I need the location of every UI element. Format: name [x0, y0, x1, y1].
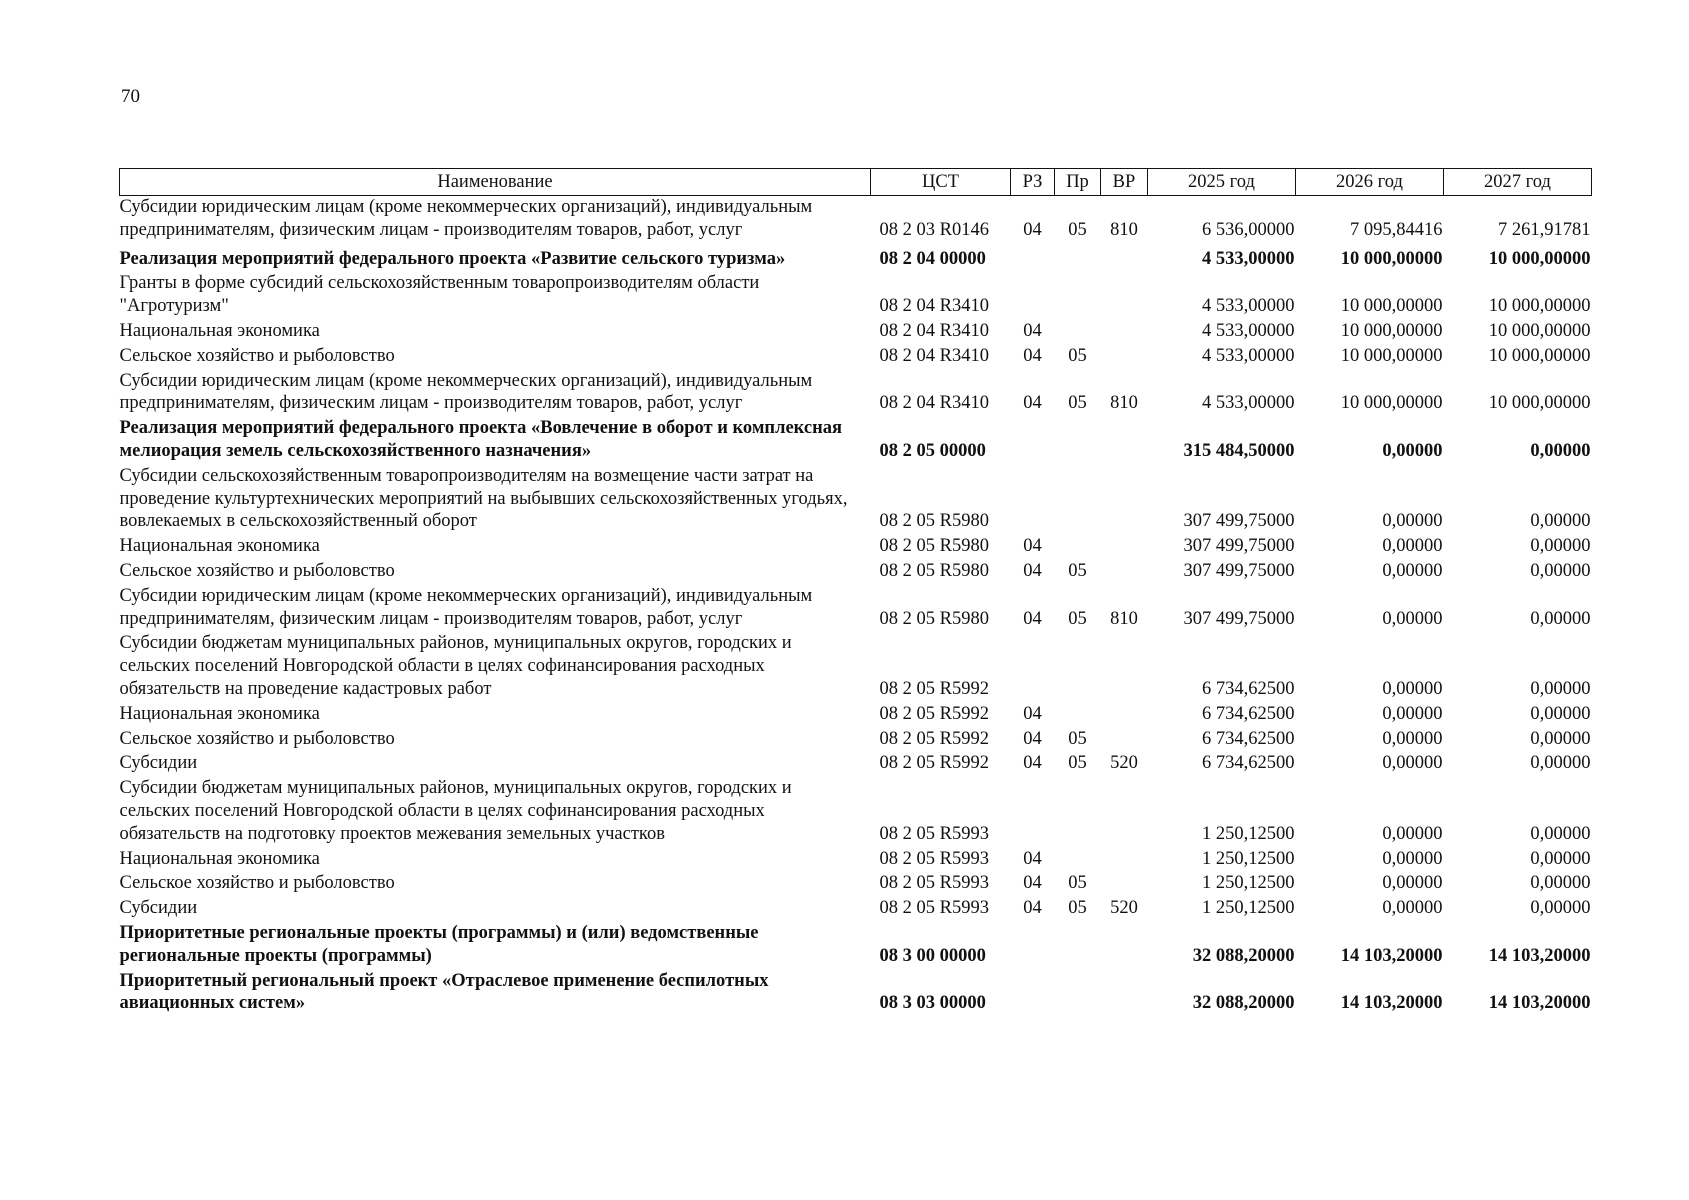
table-row: [120, 417, 1592, 465]
row-amount-2026: 0,00000: [1382, 608, 1443, 629]
row-amount-2026: 0,00000: [1382, 753, 1443, 774]
row-amount-2026: 0,00000: [1382, 511, 1443, 532]
row-vr: [1101, 244, 1148, 273]
row-amount-2026: 10 000,00000: [1340, 296, 1443, 317]
row-amount-2025: 1 250,12500: [1202, 898, 1295, 919]
row-amount-2027: 0,00000: [1530, 511, 1591, 532]
row-amount-2026: 10 000,00000: [1340, 248, 1443, 269]
row-amount-2027: 10 000,00000: [1488, 248, 1591, 269]
row-amount-2026: 0,00000: [1382, 898, 1443, 919]
row-vr: 810: [1110, 219, 1138, 240]
row-pr: [1055, 535, 1101, 560]
row-rz: 04: [1023, 753, 1042, 774]
row-vr: [1101, 922, 1148, 970]
row-pr: [1055, 465, 1101, 535]
row-amount-2025: 307 499,75000: [1183, 608, 1295, 629]
row-pr: 05: [1068, 898, 1087, 919]
row-rz: 04: [1023, 703, 1042, 724]
row-cst: 08 2 05 R5992: [879, 678, 989, 699]
row-cst: 08 2 04 R3410: [879, 320, 989, 341]
table-row: [120, 632, 1592, 702]
table-row: [120, 345, 1592, 370]
row-name: Субсидии: [119, 753, 198, 774]
row-amount-2026: 0,00000: [1382, 560, 1443, 581]
row-amount-2026: 0,00000: [1382, 678, 1443, 699]
row-rz: [1011, 970, 1055, 1018]
table-row: [120, 897, 1592, 922]
row-amount-2025: 4 533,00000: [1202, 248, 1295, 269]
row-amount-2025: 1 250,12500: [1202, 873, 1295, 894]
row-vr: 810: [1110, 608, 1138, 629]
header-name: Наименование: [120, 169, 871, 196]
row-amount-2026: 10 000,00000: [1340, 345, 1443, 366]
header-2027: 2027 год: [1444, 169, 1592, 196]
row-cst: 08 3 03 00000: [879, 993, 986, 1014]
row-amount-2027: 10 000,00000: [1488, 393, 1591, 414]
table-row: [120, 585, 1592, 633]
row-amount-2027: 0,00000: [1530, 440, 1591, 461]
row-amount-2026: 0,00000: [1382, 848, 1443, 869]
row-pr: [1055, 417, 1101, 465]
row-amount-2025: 4 533,00000: [1202, 320, 1295, 341]
row-vr: [1101, 320, 1148, 345]
row-vr: 520: [1110, 753, 1138, 774]
row-name: Субсидии бюджетам муниципальных районов, муниципальных округов, городских и сельских поселений Новгородской области в целях софинансирования расходных обязательств на проведение кадастровых работ: [119, 633, 792, 699]
row-amount-2027: 0,00000: [1530, 703, 1591, 724]
row-cst: 08 2 04 R3410: [879, 296, 989, 317]
row-amount-2025: 32 088,20000: [1192, 945, 1295, 966]
row-vr: [1101, 777, 1148, 847]
table-row: [120, 370, 1592, 418]
row-name: Реализация мероприятий федерального проекта «Вовлечение в оборот и комплексная мелиорация земель сельскохозяйственного назначения»: [119, 418, 842, 461]
row-amount-2025: 32 088,20000: [1192, 993, 1295, 1014]
row-vr: [1101, 872, 1148, 897]
row-cst: 08 2 05 R5993: [879, 898, 989, 919]
row-cst: 08 2 05 R5993: [879, 823, 989, 844]
row-name: Национальная экономика: [119, 703, 320, 724]
row-name: Субсидии юридическим лицам (кроме некоммерческих организаций), индивидуальным предпринимателям, физическим лицам - производителям товаров, работ, услуг: [119, 197, 813, 240]
row-rz: 04: [1023, 345, 1042, 366]
table-row: [120, 272, 1592, 320]
budget-table: [119, 168, 1592, 1017]
row-amount-2027: 0,00000: [1530, 560, 1591, 581]
table-row: [120, 872, 1592, 897]
row-name: Приоритетный региональный проект «Отраслевое применение беспилотных авиационных систем»: [119, 970, 769, 1014]
row-amount-2027: 0,00000: [1530, 678, 1591, 699]
row-pr: 05: [1068, 393, 1087, 414]
row-vr: 810: [1110, 393, 1138, 414]
row-name: Субсидии бюджетам муниципальных районов, муниципальных округов, городских и сельских поселений Новгородской области в целях софинансирования расходных обязательств на подготовку проектов межевания земельных участков: [119, 778, 792, 844]
table-row: [120, 196, 1592, 244]
row-amount-2026: 0,00000: [1382, 440, 1443, 461]
row-rz: 04: [1023, 848, 1042, 869]
header-2026: 2026 год: [1296, 169, 1444, 196]
row-pr: [1055, 703, 1101, 728]
row-cst: 08 2 05 R5993: [879, 873, 989, 894]
row-cst: 08 2 04 R3410: [879, 345, 989, 366]
row-vr: [1101, 560, 1148, 585]
row-vr: [1101, 535, 1148, 560]
row-rz: [1011, 465, 1055, 535]
row-cst: 08 2 05 R5992: [879, 728, 989, 749]
table-row: [120, 320, 1592, 345]
table-body: [120, 196, 1592, 1018]
row-amount-2027: 0,00000: [1530, 898, 1591, 919]
row-amount-2026: 10 000,00000: [1340, 393, 1443, 414]
row-pr: 05: [1068, 560, 1087, 581]
row-name: Сельское хозяйство и рыболовство: [119, 873, 395, 894]
row-vr: [1101, 728, 1148, 753]
row-rz: [1011, 922, 1055, 970]
table-row: [120, 465, 1592, 535]
row-vr: [1101, 632, 1148, 702]
header-vr: ВР: [1101, 169, 1148, 196]
row-pr: 05: [1068, 345, 1087, 366]
row-amount-2025: 315 484,50000: [1183, 440, 1295, 461]
row-cst: 08 2 05 R5993: [879, 848, 989, 869]
row-pr: [1055, 777, 1101, 847]
table-row: [120, 777, 1592, 847]
row-vr: [1101, 703, 1148, 728]
row-vr: [1101, 272, 1148, 320]
row-cst: 08 2 03 R0146: [879, 219, 989, 240]
row-cst: 08 3 00 00000: [879, 945, 986, 966]
row-amount-2025: 307 499,75000: [1183, 560, 1295, 581]
row-amount-2026: 0,00000: [1382, 728, 1443, 749]
row-amount-2025: 307 499,75000: [1183, 511, 1295, 532]
row-rz: [1011, 632, 1055, 702]
row-cst: 08 2 04 00000: [879, 248, 986, 269]
row-amount-2025: 1 250,12500: [1202, 823, 1295, 844]
row-name: Реализация мероприятий федерального проекта «Развитие сельского туризма»: [119, 248, 786, 269]
row-amount-2027: 0,00000: [1530, 608, 1591, 629]
row-pr: [1055, 922, 1101, 970]
row-amount-2027: 0,00000: [1530, 848, 1591, 869]
row-name: Гранты в форме субсидий сельскохозяйственным товаропроизводителям области "Агротуризм": [119, 273, 760, 317]
row-vr: [1101, 970, 1148, 1018]
row-amount-2026: 14 103,20000: [1340, 945, 1443, 966]
row-amount-2025: 6 734,62500: [1202, 703, 1295, 724]
row-amount-2027: 0,00000: [1530, 873, 1591, 894]
table-row: [120, 535, 1592, 560]
row-amount-2027: 0,00000: [1530, 536, 1591, 557]
row-name: Сельское хозяйство и рыболовство: [119, 345, 395, 366]
row-amount-2027: 7 261,91781: [1498, 219, 1591, 240]
row-rz: 04: [1023, 320, 1042, 341]
row-amount-2027: 14 103,20000: [1488, 993, 1591, 1014]
row-amount-2027: 10 000,00000: [1488, 345, 1591, 366]
row-amount-2025: 4 533,00000: [1202, 393, 1295, 414]
row-pr: [1055, 272, 1101, 320]
row-name: Национальная экономика: [119, 320, 320, 341]
row-amount-2025: 4 533,00000: [1202, 345, 1295, 366]
row-pr: [1055, 632, 1101, 702]
row-cst: 08 2 05 R5992: [879, 703, 989, 724]
row-rz: [1011, 272, 1055, 320]
row-rz: [1011, 777, 1055, 847]
row-name: Приоритетные региональные проекты (программы) и (или) ведомственные региональные проекты (программы): [119, 922, 759, 966]
row-name: Субсидии сельскохозяйственным товаропроизводителям на возмещение части затрат на проведение культуртехнических мероприятий на выбывших сельскохозяйственных угодьях, вовлекаемых в сельскохозяйственный оборот: [119, 465, 848, 532]
table-row: [120, 703, 1592, 728]
page-number: 70: [121, 86, 140, 107]
row-rz: 04: [1023, 608, 1042, 629]
table-row: [120, 728, 1592, 753]
row-rz: 04: [1023, 560, 1042, 581]
row-amount-2025: 6 734,62500: [1202, 728, 1295, 749]
row-vr: [1101, 417, 1148, 465]
row-amount-2027: 0,00000: [1530, 823, 1591, 844]
row-rz: [1011, 417, 1055, 465]
table-header-row: [120, 169, 1592, 196]
table-row: [120, 922, 1592, 970]
row-amount-2027: 10 000,00000: [1488, 320, 1591, 341]
header-2025: 2025 год: [1148, 169, 1296, 196]
row-rz: 04: [1023, 898, 1042, 919]
row-amount-2027: 14 103,20000: [1488, 945, 1591, 966]
row-vr: 520: [1110, 898, 1138, 919]
row-name: Субсидии юридическим лицам (кроме некоммерческих организаций), индивидуальным предпринимателям, физическим лицам - производителям товаров, работ, услуг: [119, 370, 813, 414]
row-rz: 04: [1023, 219, 1042, 240]
table-row: [120, 244, 1592, 273]
row-pr: 05: [1068, 753, 1087, 774]
row-amount-2025: 6 734,62500: [1202, 753, 1295, 774]
header-rz: РЗ: [1011, 169, 1055, 196]
row-pr: 05: [1068, 608, 1087, 629]
row-amount-2026: 7 095,84416: [1350, 219, 1443, 240]
row-vr: [1101, 848, 1148, 873]
row-rz: [1011, 244, 1055, 273]
row-rz: 04: [1023, 393, 1042, 414]
row-name: Сельское хозяйство и рыболовство: [119, 728, 395, 749]
row-amount-2026: 0,00000: [1382, 823, 1443, 844]
row-name: Субсидии: [119, 898, 198, 919]
row-amount-2027: 0,00000: [1530, 753, 1591, 774]
row-cst: 08 2 05 R5980: [879, 511, 989, 532]
row-amount-2026: 14 103,20000: [1340, 993, 1443, 1014]
row-pr: [1055, 970, 1101, 1018]
row-pr: [1055, 320, 1101, 345]
row-cst: 08 2 05 R5980: [879, 560, 989, 581]
row-rz: 04: [1023, 873, 1042, 894]
row-name: Национальная экономика: [119, 536, 320, 557]
row-amount-2025: 4 533,00000: [1202, 296, 1295, 317]
row-name: Сельское хозяйство и рыболовство: [119, 560, 395, 581]
table-row: [120, 560, 1592, 585]
row-pr: 05: [1068, 219, 1087, 240]
row-rz: 04: [1023, 728, 1042, 749]
row-name: Субсидии юридическим лицам (кроме некоммерческих организаций), индивидуальным предпринимателям, физическим лицам - производителям товаров, работ, услуг: [119, 585, 813, 629]
row-amount-2026: 0,00000: [1382, 536, 1443, 557]
row-amount-2027: 0,00000: [1530, 728, 1591, 749]
row-amount-2026: 0,00000: [1382, 873, 1443, 894]
table-row: [120, 848, 1592, 873]
table-row: [120, 970, 1592, 1018]
table-row: [120, 752, 1592, 777]
row-pr: [1055, 848, 1101, 873]
row-amount-2025: 1 250,12500: [1202, 848, 1295, 869]
row-amount-2025: 307 499,75000: [1183, 536, 1295, 557]
row-name: Национальная экономика: [119, 848, 320, 869]
row-amount-2026: 10 000,00000: [1340, 320, 1443, 341]
row-cst: 08 2 05 R5980: [879, 608, 989, 629]
row-pr: 05: [1068, 873, 1087, 894]
row-pr: 05: [1068, 728, 1087, 749]
row-vr: [1101, 345, 1148, 370]
row-amount-2025: 6 536,00000: [1202, 219, 1295, 240]
row-cst: 08 2 05 R5980: [879, 536, 989, 557]
row-pr: [1055, 244, 1101, 273]
row-cst: 08 2 05 00000: [879, 440, 986, 461]
row-amount-2026: 0,00000: [1382, 703, 1443, 724]
header-pr: Пр: [1055, 169, 1101, 196]
row-cst: 08 2 04 R3410: [879, 393, 989, 414]
row-cst: 08 2 05 R5992: [879, 753, 989, 774]
row-amount-2027: 10 000,00000: [1488, 296, 1591, 317]
row-amount-2025: 6 734,62500: [1202, 678, 1295, 699]
header-cst: ЦСТ: [871, 169, 1011, 196]
row-vr: [1101, 465, 1148, 535]
row-rz: 04: [1023, 536, 1042, 557]
